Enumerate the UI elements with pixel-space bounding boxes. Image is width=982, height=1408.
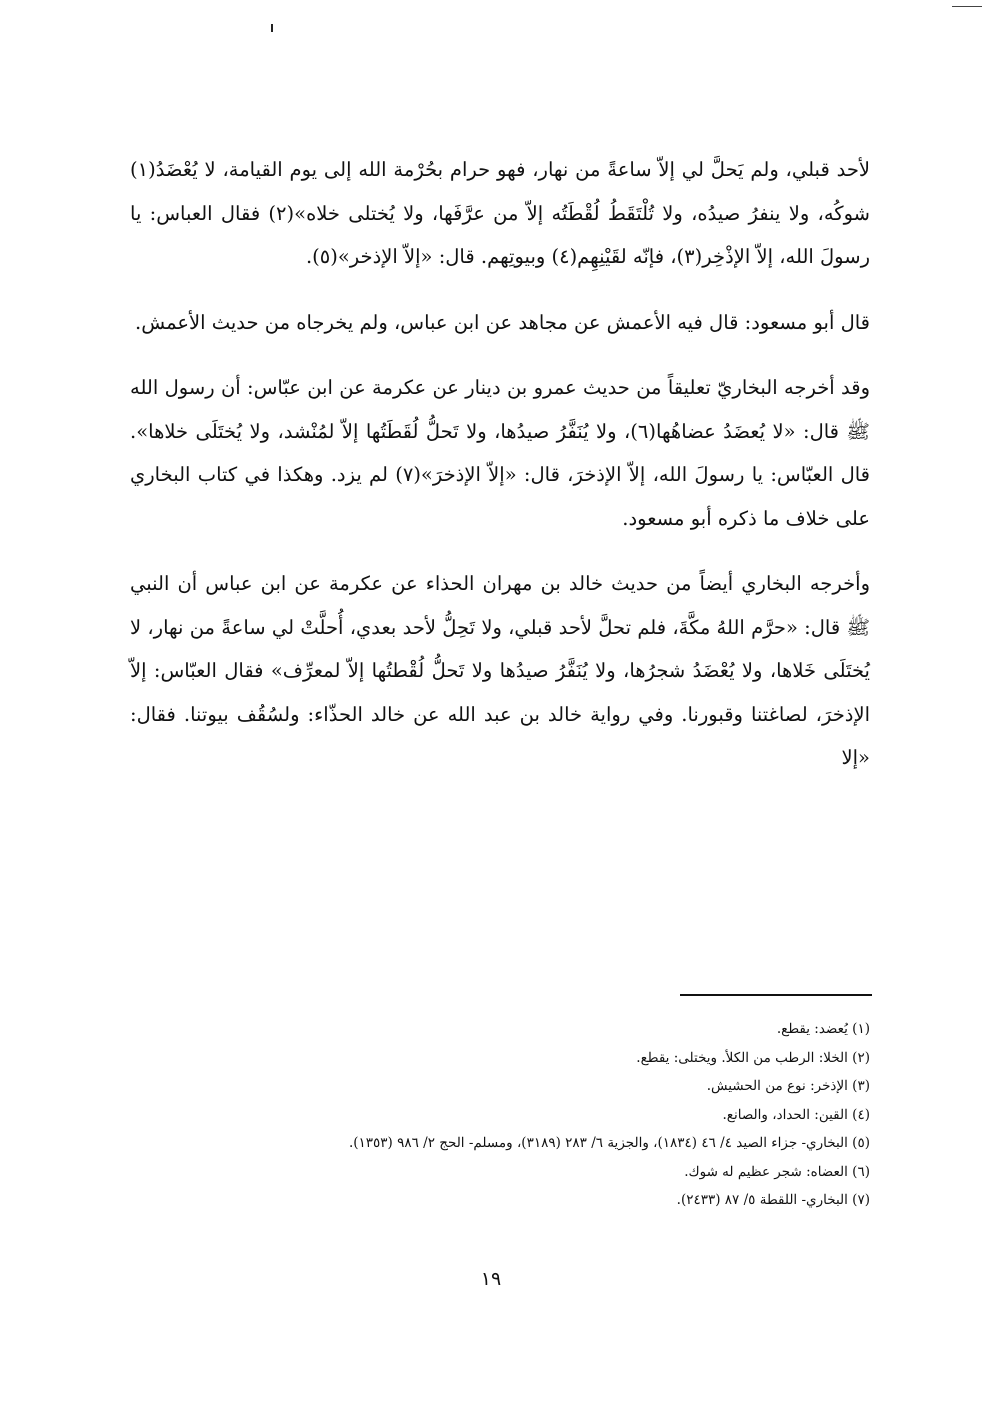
footnote-2: (٢) الخلا: الرطب من الكلأ. ويختلى: يقطع.: [636, 1049, 870, 1066]
footnotes: [150, 1015, 870, 1215]
footnote-6: (٦) العضاه: شجر عظيم له شوك.: [684, 1163, 870, 1180]
scan-speck: [271, 24, 273, 32]
paragraph-2: قال أبو مسعود: قال فيه الأعمش عن مجاهد عن ابن عباس، ولم يخرجاه من حديث الأعمش.: [135, 310, 870, 334]
paragraph-1: لأحد قبلي، ولم يَحلَّ لي إلاّ ساعةً من نهار، فهو حرام بحُرْمة الله إلى يوم القيامة، لا يُعْضَدُ(١) شوكُه، ولا ينفرُ صيدُه، ولا تُلْتَقَطُ لُقْطَتُه إلاّ من عرَّفَها، ولا يُختلى خلاه»(٢) فقال العباس: يا رسولَ الله، إلاّ الإذْخِر(٣)، فإنّه لقَيْنِهِم(٤) وبيوتِهم. قال: «إلاّ الإذخر»(٥).: [130, 158, 870, 268]
footnote-7: (٧) البخاري- اللقطة ٥/ ٨٧ (٢٤٣٣).: [676, 1192, 870, 1208]
footnote-separator: [680, 994, 872, 996]
paragraph-4: وأخرجه البخاري أيضاً من حديث خالد بن مهران الحذاء عن عكرمة عن ابن عباس أن النبي ﷺ قال: «حرَّم اللهُ مكَّةَ، فلم تحلَّ لأحد قبلي، ولا تَحِلُّ لأحد بعدي، أُحلَّتْ لي ساعةً من نهار، لا يُختَلَى خَلاها، ولا يُعْضَدُ شجرُها، ولا يُنَفَّرُ صيدُها ولا تَحلُّ لُقْطتُها إلاّ لمعرِّف» فقال العبّاس: إلاّ الإذخرَ، لصاغتنا وقبورنا. وفي رواية خالد بن عبد الله عن خالد الحذّاء: ولسُقُف بيوتنا. فقال: «إلا: [130, 572, 870, 769]
footnote-4: (٤) القين: الحداد، والصانع.: [722, 1106, 870, 1123]
paragraph-3: وقد أخرجه البخاريّ تعليقاً من حديث عمرو بن دينار عن عكرمة عن ابن عبّاس: أن رسول الله ﷺ قال: «لا يُعضَدُ عضاهُها(٦)، ولا يُنَفَّرُ صيدُها، ولا تَحلُّ لُقَطَتُها إلاّ لمُنْشد، ولا يُختَلَى خلاها». قال العبّاس: يا رسولَ الله، إلاّ الإذخرَ، قال: «إلاّ الإذخرَ»(٧) لم يزد. وهكذا في كتاب البخاري على خلاف ما ذكره أبو مسعود.: [130, 376, 870, 530]
footnote-5: (٥) البخاري- جزاء الصيد ٤/ ٤٦ (١٨٣٤)، والجزية ٦/ ٢٨٣ (٣١٨٩)، ومسلم- الحج ٢/ ٩٨٦ (١٣٥٣).: [348, 1135, 870, 1151]
scan-edge-mark: [952, 6, 982, 7]
main-text: [130, 148, 870, 780]
footnote-3: (٣) الإذخر: نوع من الحشيش.: [706, 1078, 870, 1094]
footnote-1: (١) يُعضد: يقطع.: [776, 1021, 870, 1037]
page-number: ١٩: [480, 1268, 502, 1290]
